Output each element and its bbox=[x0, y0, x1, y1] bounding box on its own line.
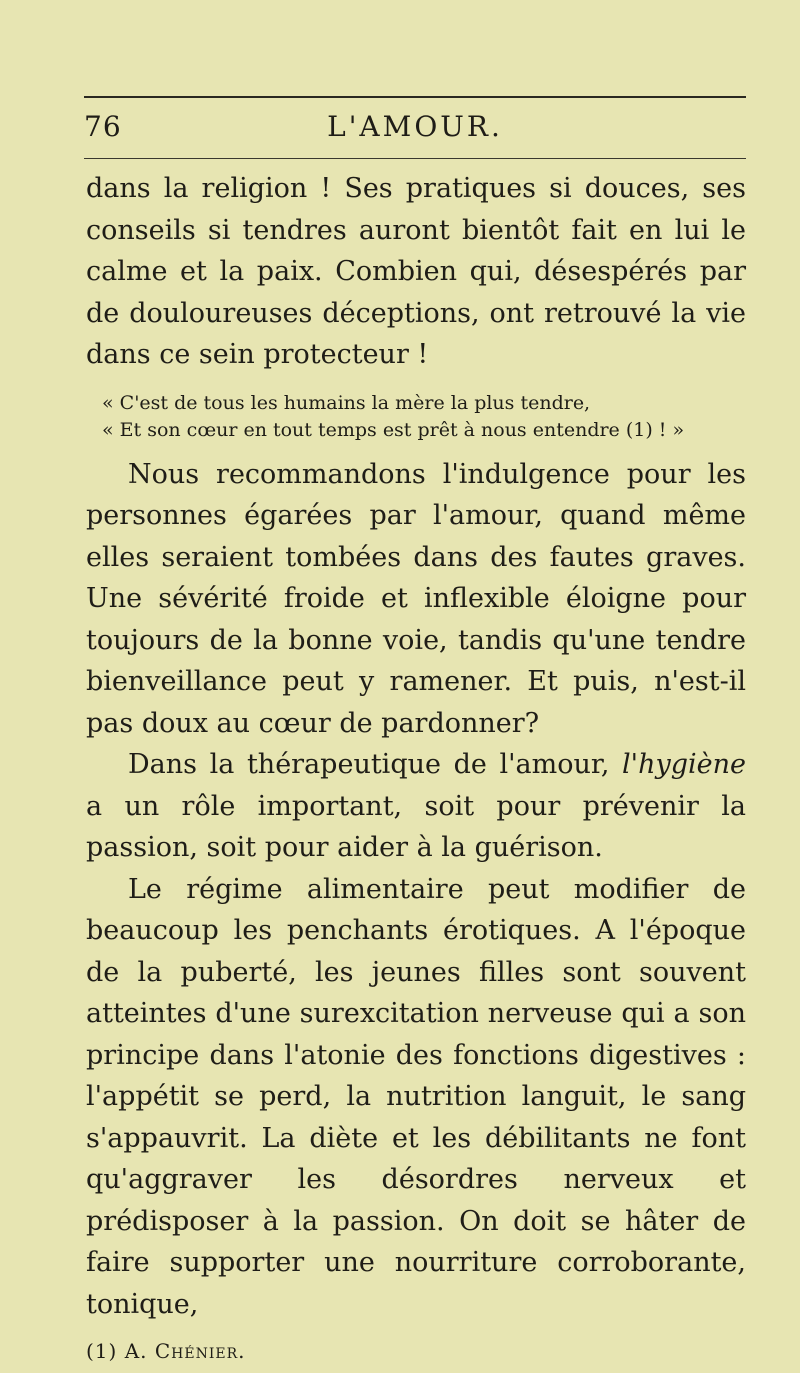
paragraph-3 bbox=[86, 744, 746, 869]
running-title: L'AMOUR. bbox=[327, 110, 503, 143]
verse-quote bbox=[102, 390, 746, 444]
paragraph-3-italic: l'hygiène bbox=[622, 749, 746, 780]
quote-line-2: « Et son cœur en tout temps est prêt à nous entendre (1) ! » bbox=[102, 418, 685, 441]
footnote bbox=[86, 1331, 746, 1373]
paragraph-3-before: Dans la thérapeutique de l'amour, bbox=[128, 749, 623, 780]
paragraph-2: Nous recommandons l'indulgence pour les personnes égarées par l'amour, quand même elles seraient tombées dans des fautes graves. Une sévérité froide et inflexible éloigne pour toujours de la bonne voie, tandis qu'une tendre bienveillance peut y ramener. Et puis, n'est-il pas doux au cœur de pardonner? bbox=[86, 458, 746, 739]
quote-line-1: « C'est de tous les humains la mère la plus tendre, bbox=[102, 391, 591, 414]
footnote-mark: (1) bbox=[86, 1339, 118, 1363]
header-bottom-rule bbox=[84, 158, 746, 159]
page-number: 76 bbox=[84, 110, 122, 143]
paragraph-3-after: a un rôle important, soit pour prévenir la passion, soit pour aider à la guérison. bbox=[86, 790, 746, 863]
paragraph-4: Le régime alimentaire peut modifier de beaucoup les penchants érotiques. A l'époque de la puberté, les jeunes filles sont souvent atteintes d'une surexcitation nerveuse qui a son principe dans l'atonie des fonctions digestives : l'appétit se perd, la nutrition languit, le sang s'appauvrit. La diète et les débilitants ne font qu'aggraver les désordres nerveux et prédisposer à la passion. On doit se hâter de faire supporter une nourriture corroborante, tonique, bbox=[86, 873, 746, 1320]
footnote-author: A. Chénier. bbox=[124, 1339, 246, 1363]
body-text bbox=[86, 168, 746, 1373]
page-header bbox=[84, 110, 746, 150]
header-top-rule bbox=[84, 96, 746, 98]
paragraph-1: dans la religion ! Ses pratiques si douces, ses conseils si tendres auront bientôt fait en lui le calme et la paix. Combien qui, désespérés par de douloureuses déceptions, ont retrouvé la vie dans ce sein protecteur ! bbox=[86, 173, 746, 370]
